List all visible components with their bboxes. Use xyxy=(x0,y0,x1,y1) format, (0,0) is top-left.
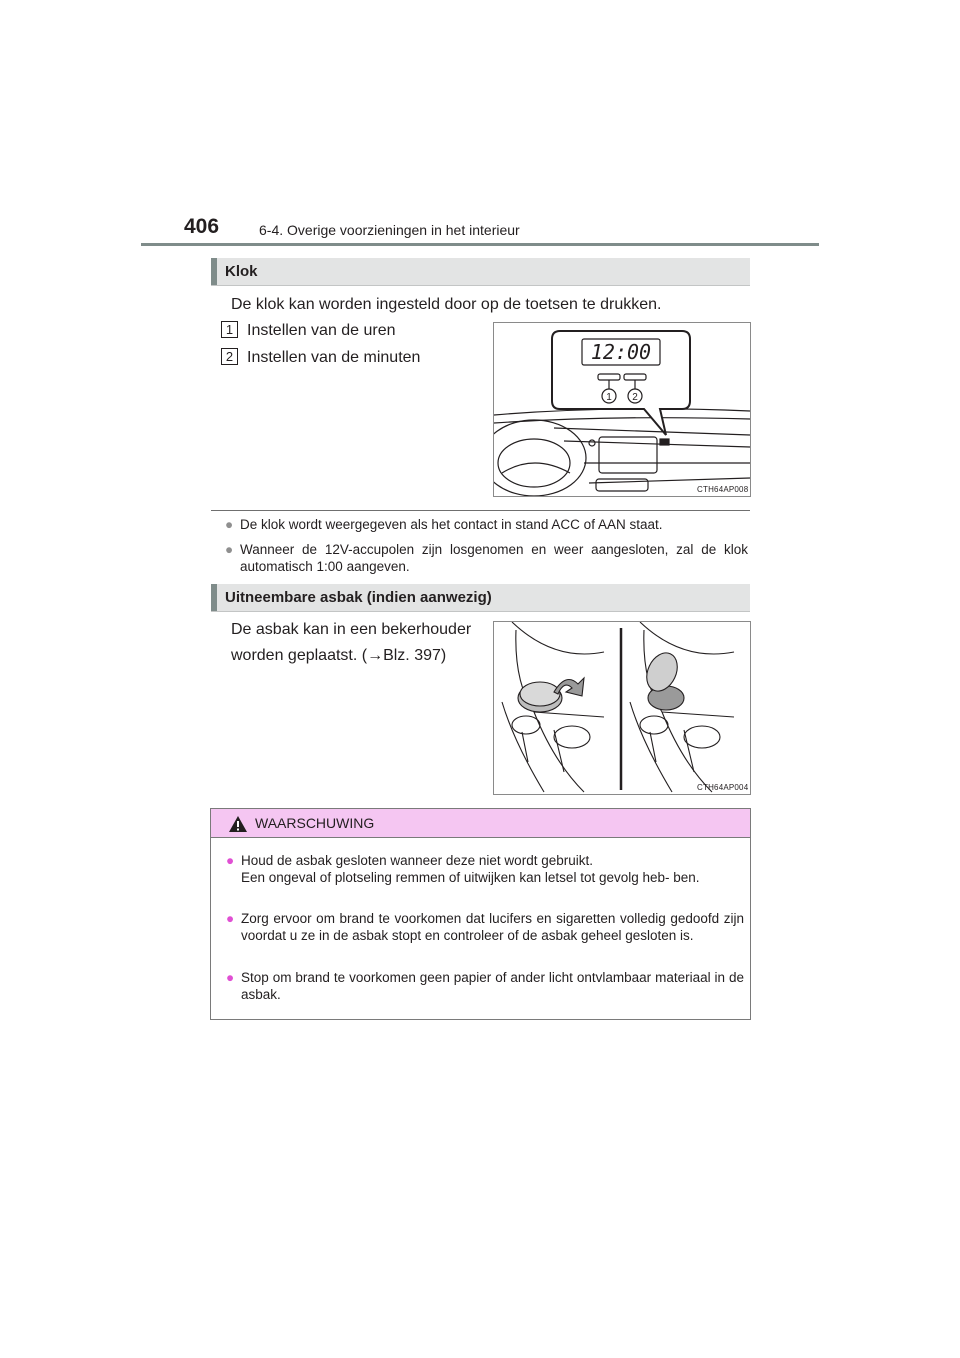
warning-item xyxy=(226,969,744,1003)
page-number: 406 xyxy=(184,215,220,238)
callout-1: 1 xyxy=(606,392,612,403)
bullet-icon: ● xyxy=(225,542,234,557)
warning-box xyxy=(210,808,751,1020)
figure-code: CTH64AP008 xyxy=(697,485,749,494)
ashtray-figure xyxy=(493,621,751,795)
warning-title: WAARSCHUWING xyxy=(255,815,375,831)
item-number-badge: 2 xyxy=(221,348,238,365)
section-heading-clock xyxy=(211,258,750,286)
warning-triangle-icon xyxy=(228,815,248,833)
clock-display-text: 12:00 xyxy=(590,340,652,364)
note-item xyxy=(225,516,748,533)
callout-2: 2 xyxy=(632,392,638,403)
heading-bar xyxy=(211,584,217,611)
figure-code: CTH64AP004 xyxy=(697,783,749,792)
item-label: Instellen van de minuten xyxy=(247,349,421,366)
clock-item-hours xyxy=(221,318,396,344)
ashtray-text-line1: De asbak kan in een bekerhouder xyxy=(231,621,472,638)
note-item xyxy=(225,541,748,575)
section-heading-ashtray xyxy=(211,584,750,612)
warning-item xyxy=(226,910,744,944)
running-head: 6-4. Overige voorzieningen in het interieur xyxy=(259,222,520,238)
warning-item-text: Zorg ervoor om brand te voorkomen dat lucifers en sigaretten volledig gedoofd zijn voordat u ze in de asbak stopt en controleer of de asbak geheel gesloten is. xyxy=(241,911,744,943)
clock-item-minutes xyxy=(221,345,420,371)
ashtray-text-line2: worden geplaatst. (→Blz. 397) xyxy=(231,647,447,664)
warning-item-text: Stop om brand te voorkomen geen papier of ander licht ontvlambaar materiaal in de asbak. xyxy=(241,970,744,1002)
clock-illustration xyxy=(494,323,750,496)
notes-rule xyxy=(211,510,750,511)
clock-intro: De klok kan worden ingesteld door op de toetsen te drukken. xyxy=(231,296,662,313)
warning-header xyxy=(211,809,750,838)
section-heading-text: Klok xyxy=(225,263,258,280)
bullet-icon: ● xyxy=(225,517,234,532)
note-text: Wanneer de 12V-accupolen zijn losgenomen en weer aangesloten, zal de klok automatisch 1:00 aangeven. xyxy=(240,542,748,574)
warning-item-text: Houd de asbak gesloten wanneer deze niet wordt gebruikt. Een ongeval of plotseling remmen of uitwijken kan letsel tot gevolg heb- ben. xyxy=(241,853,700,885)
warning-item xyxy=(226,852,744,886)
item-number-badge: 1 xyxy=(221,321,238,338)
item-label: Instellen van de uren xyxy=(247,322,396,339)
heading-bar xyxy=(211,258,217,285)
bullet-icon: ● xyxy=(226,853,235,868)
bullet-icon: ● xyxy=(226,970,235,985)
bullet-icon: ● xyxy=(226,911,235,926)
header-rule xyxy=(141,243,819,246)
clock-figure xyxy=(493,322,751,497)
note-text: De klok wordt weergegeven als het contact in stand ACC of AAN staat. xyxy=(240,517,663,532)
section-heading-text: Uitneembare asbak (indien aanwezig) xyxy=(225,589,492,606)
ashtray-illustration xyxy=(494,622,750,794)
